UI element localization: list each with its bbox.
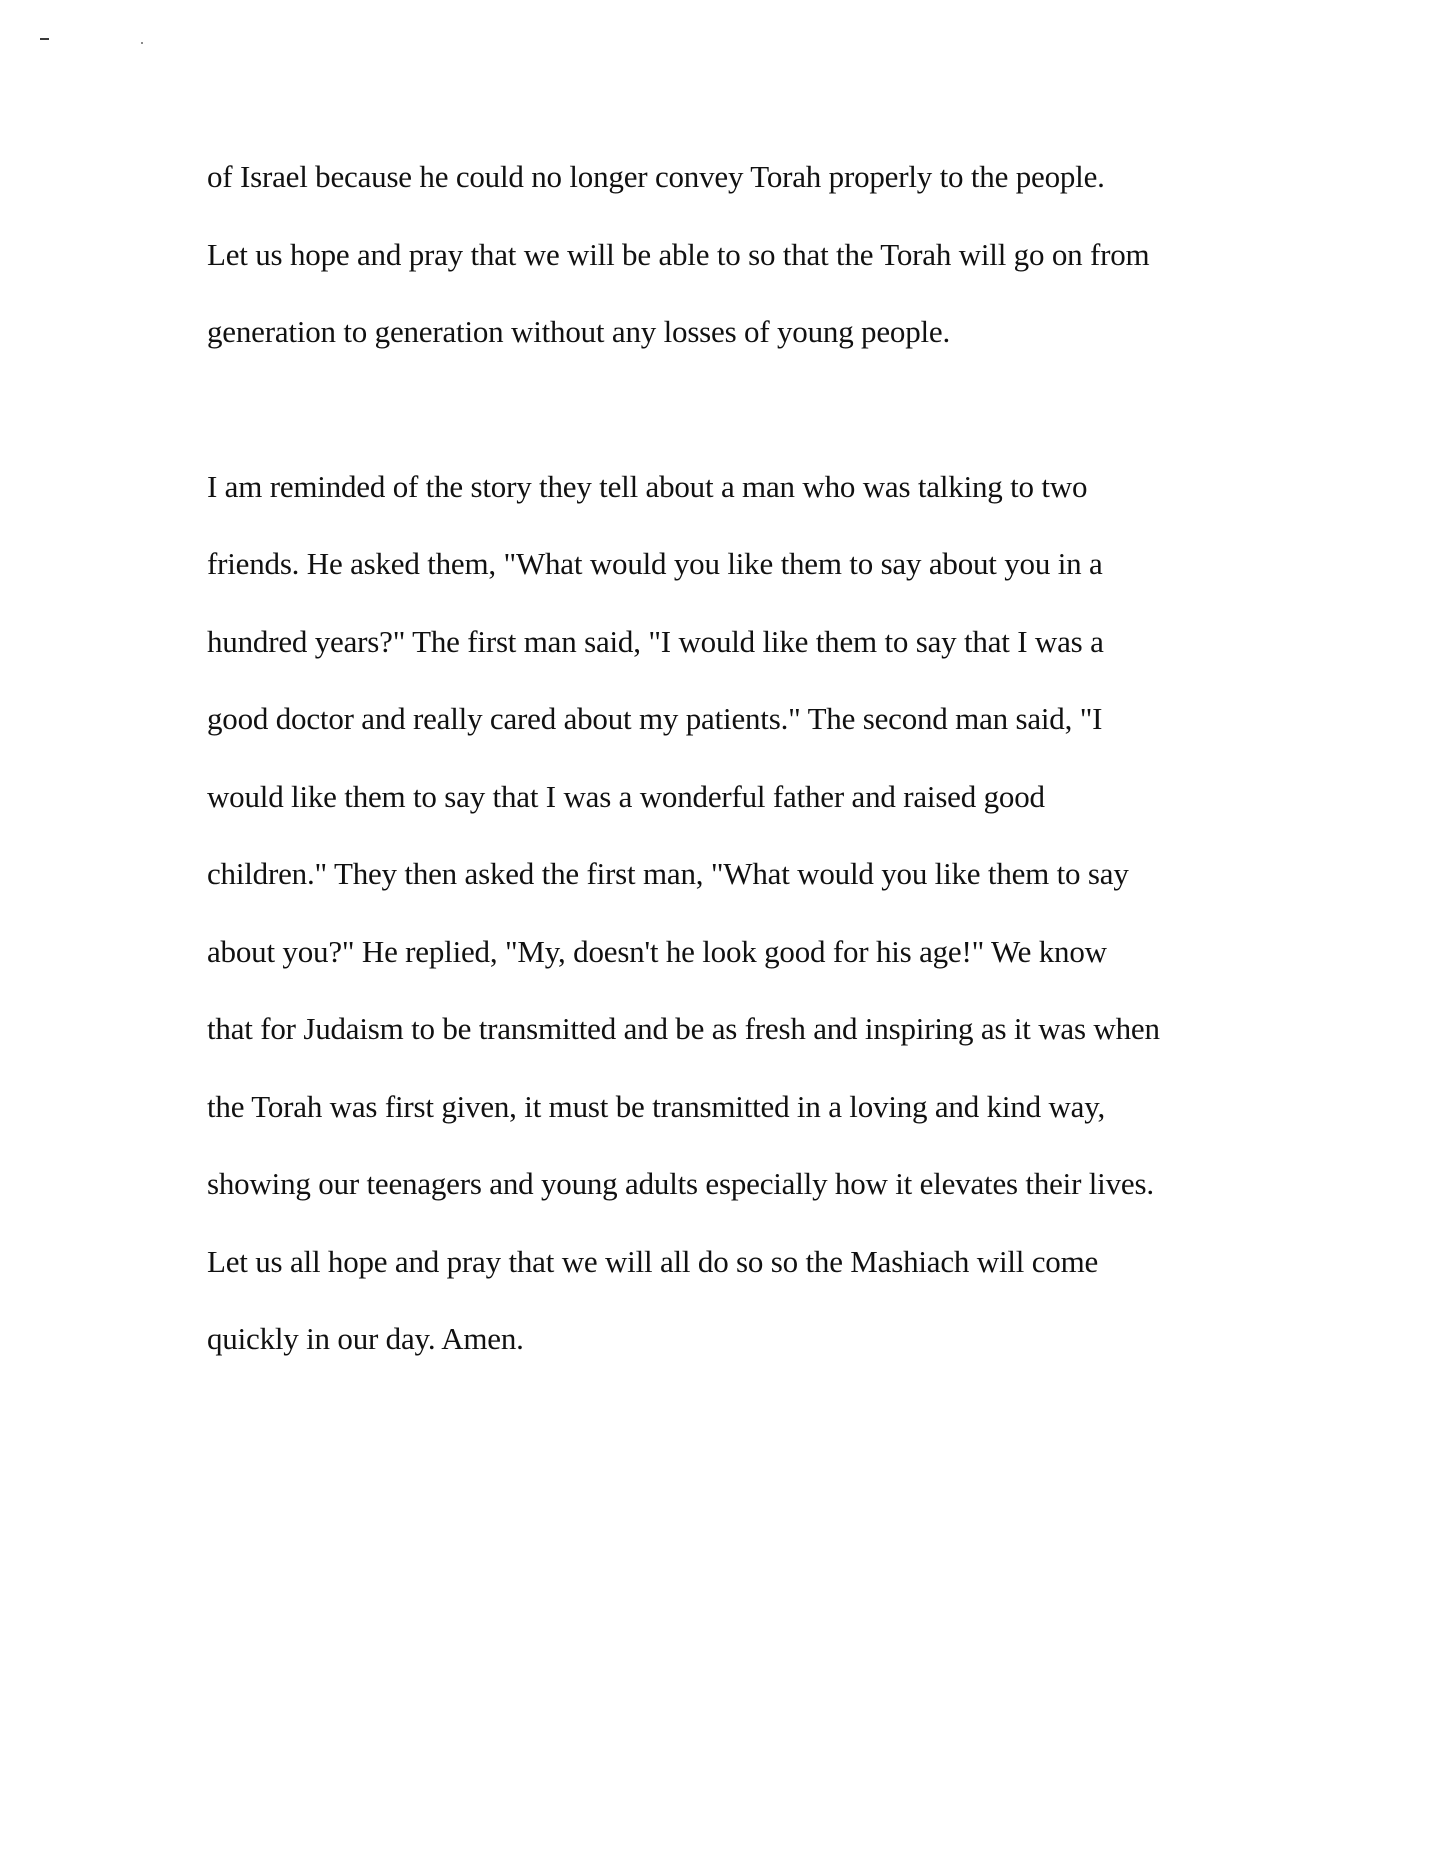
text-line: quickly in our day. Amen. bbox=[207, 1321, 524, 1356]
text-line: Let us hope and pray that we will be able to so that the Torah will go on from bbox=[207, 236, 1150, 272]
text-line: showing our teenagers and young adults especially how it elevates their lives. bbox=[207, 1166, 1154, 1201]
text-line: would like them to say that I was a wonderful father and raised good bbox=[207, 778, 1045, 814]
scan-artifact-mark bbox=[40, 38, 49, 40]
text-line: generation to generation without any losses of young people. bbox=[207, 314, 951, 349]
text-line: I am reminded of the story they tell about a man who was talking to two bbox=[207, 468, 1088, 504]
paragraph-1 bbox=[207, 138, 1247, 371]
text-line: good doctor and really cared about my patients." The second man said, "I bbox=[207, 701, 1103, 736]
text-line: the Torah was first given, it must be transmitted in a loving and kind way, bbox=[207, 1088, 1106, 1124]
scan-artifact-dot bbox=[141, 42, 143, 44]
document-body bbox=[207, 138, 1247, 1378]
text-line: that for Judaism to be transmitted and be as fresh and inspiring as it was when bbox=[207, 1011, 1160, 1046]
text-line: Let us all hope and pray that we will all do so so the Mashiach will come bbox=[207, 1243, 1099, 1279]
paragraph-2 bbox=[207, 448, 1247, 1378]
paragraph-spacer bbox=[207, 371, 1247, 448]
text-line: of Israel because he could no longer convey Torah properly to the people. bbox=[207, 159, 1105, 194]
text-line: friends. He asked them, "What would you like them to say about you in a bbox=[207, 546, 1103, 581]
text-line: about you?" He replied, "My, doesn't he look good for his age!" We know bbox=[207, 933, 1107, 969]
text-line: children." They then asked the first man, "What would you like them to say bbox=[207, 856, 1129, 891]
text-line: hundred years?" The first man said, "I would like them to say that I was a bbox=[207, 623, 1104, 659]
